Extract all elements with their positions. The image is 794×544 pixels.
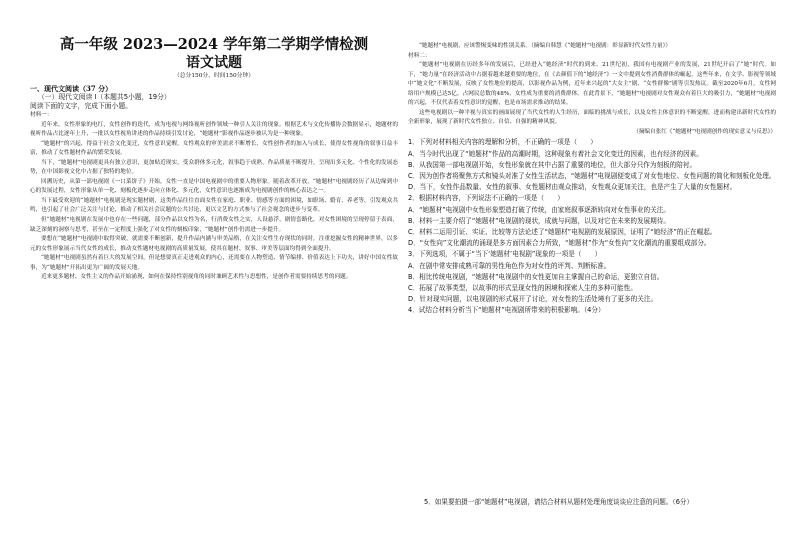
question-option: A．当今时代出现了“她题材”作品的高潮时期，这种现象有着社会文化变迁的因素，也有经济的因素。 — [408, 149, 703, 158]
material-paragraph: 要想在“她题材”电视剧中取得突破，就需要不断创新，提升作品内涵与审美品格，在关注女性生存现状的同时，注重挖掘女性的精神世界，以多元的女性形象展示当代女性的成长，推动女性题材电视剧的高质量发展，使其在题材、叙事、审美等层面均得到全面提升。 — [30, 236, 398, 252]
material-continuation: “她题材”电视剧，应该警惕变味的性别关系。（摘编自韩慧《“她题材”电视剧：彰显新时代女性力量》） — [419, 43, 671, 49]
question-option: C．拓展了故事类型，以故事的形式呈现女性的困境和探索人生的多种可能性。 — [408, 284, 637, 293]
material-paragraph: 近年来，女性形象的电红，女性创作的迭代，成为电视与网络视听创作领域一种引人关注的现象。根据艺术与文化传播协会数据显示，她题材的视听作品占比逐年上升，一批以女性视角讲述的作品持续引发讨论，“她题材”影视作品逐步被认为是一种现象。 — [30, 121, 398, 138]
material2-paragraph: “她题材”电视剧在历经多年的发展后，已经进入“她经济”时代的到来。21世纪初，我国有电视剧产业的发展，21世纪开启了“她”时代。如下，“她力量”在经济活动中占据着越来越重要的地位，在《去颜值下的“她经济”》一文中提到女性消费群体的崛起，这些年来，在文学、影视等领域中“她文化”不断发展，反映了女性地位的提高，以影视作品为例，近年来兴起的“大女主”剧、“女性群像”剧等引发热议。截至2020年6月，女性网络用户规模已达5亿，占网民总数的48%，女性成为重要的消费群体。在此背景下，“她题材”电视剧对女性观众有着巨大的吸引力，“她题材”电视剧的兴起，不仅代表着女性意识的觉醒，也是市场需求推动的结果。 — [408, 62, 776, 107]
question-option: D．“女性向”文化潮流的涌现是多方面因素合力所致，“她题材”作为“女性向”文化潮流的重要组成部分。 — [408, 239, 711, 248]
material2-paragraph: 这些电视剧以一种平视与真实的画面展现了当代女性的人生经历，面临的挑战与成长，以及女性主体意识的不断觉醒，进而构建出新时代女性的全新形象，展现了新时代女性独立、自信、自强的精神风貌。 — [408, 109, 776, 126]
question-option: C．材料二运用引证、实证、比较等方法论述了“她题材”电视剧的发展原因，证明了“她经济”的正在崛起。 — [408, 228, 717, 237]
question-option: C．因为创作者将聚焦方式和镜头对准了女性生活状态，“她题材”电视剧便变成了对女性地位、女性问题的简化和刻板化处理。 — [408, 172, 776, 181]
question-option: D．针对现实问题，以电视剧的形式展开了讨论，对女性的生活处境有了更多的关注。 — [408, 295, 658, 304]
question-4: 4．试结合材料分析当下“她题材”电视剧所带来的积极影响。（4分） — [408, 306, 605, 315]
material-paragraph: 当下，“她题材”电视剧更具有独立意识，更加贴近现实，受众群体多元化，叙事趋于成熟，作品质量不断提升，呈现出多元化、个性化的发展态势，在中国影视文化中占据了独特的地位。 — [30, 159, 398, 176]
question-option: B．材料一主要介绍了“她题材”电视剧的现状，成就与问题，以及对它在未来的发展期待。 — [408, 216, 670, 225]
question-list — [408, 137, 776, 316]
section-heading: 一、现代文阅读（37 分） — [30, 84, 113, 93]
right-column — [408, 42, 776, 317]
left-column — [30, 36, 398, 283]
question-option: A．“她题材”电视剧中女性形象塑造打破了传统，由家庭叙事逐渐转向对女性事业的关注。 — [408, 205, 670, 214]
question-1: 1．下列对材料相关内容的理解和分析，不正确的一项是（ ） — [408, 138, 597, 147]
material-paragraph: 但“她题材”电视剧在发展中也存在一些问题，部分作品以女性为名，行消费女性之实，人设悬浮，剧情套路化，对女性困境的呈现停留于表面，缺乏深刻的洞察与思考，甚至在一定程度上强化了对女性的刻板印象，“她题材”创作仍需进一步提升。 — [30, 217, 398, 233]
material-label: 材料一： — [30, 112, 53, 118]
question-2: 2．根据材料内容，下列说法不正确的一项是（ ） — [408, 194, 564, 203]
question-option: D．当下，女性作品数量、女性的叙事、女性题材由观众推动，女性观众更加关注，也是产生了大量的女性题材。 — [408, 183, 737, 192]
exam-title: 高一年级 2023—2024 学年第二学期学情检测 — [59, 36, 369, 53]
material-paragraph: 回溯历史，从第一部电视剧《一口菜饼子》开始，女性一直是中国电视剧中的重要人物形象。随着改革开放，“她题材”电视剧经历了从边缘到中心的发展过程，女性形象从单一化、刻板化逐步走向立体化、多元化，女性意识也逐渐成为电视剧创作的核心表达之一。 — [30, 178, 398, 195]
question-option: B．相比传统电视剧，“她题材”电视剧中的女性更加自主掌握自己的命运，更独立自信。 — [408, 272, 664, 281]
exam-meta: （总分150分，时间150分钟） — [173, 73, 255, 79]
material-paragraph: 近来更多题材、女性主义的作品开始涌现，如何在保持性别视角的同时兼顾艺术性与思想性，是创作者需要持续思考的问题。 — [41, 274, 352, 281]
question-option: B．从我国第一部电视剧开始，女性形象就在其中占据了重要的地位，但大部分只作为刻板的陪衬。 — [408, 160, 697, 169]
material-paragraph: “她题材”的兴起，得益于社会文化变迁，女性意识觉醒，女性观众的审美需求不断增长，女性创作者的加入与成长，使得女性视角的叙事日益丰富，推动了女性题材作品的繁荣发展。 — [30, 140, 398, 157]
question-option: A．在剧中常安排成熟可靠的男性角色作为对女性的评判、判断标准。 — [408, 261, 611, 270]
question-3: 3．下列选项，不属于“当下‘她题材’电视剧”现象的一项是（ ） — [408, 250, 602, 259]
exam-subtitle: 语文试题 — [186, 55, 242, 71]
material-paragraph: “她题材”电视剧虽然有着巨大的发展空间，但是想要真正走进观众的内心，还需要在人物塑造、情节编排、价值表达上下功夫，讲好中国女性故事，为“她题材”开拓出更为广阔的发展天地。 — [30, 255, 398, 271]
subsection-heading: （一）现代文阅读 I（本题共5小题，19分） — [38, 93, 171, 101]
material2-source: （摘编自张红《“她题材”电视剧创作的现实意义与反思》） — [633, 128, 776, 135]
material2-label: 材料二： — [408, 52, 431, 59]
question-5: 5．如果要拍摄一部“她题材”电视剧，请结合材料从题材处理角度谈谈应注意的问题。（6分） — [424, 498, 694, 506]
material-paragraph: 当下最受欢迎的“她题材”电视剧是现实题材剧，这类作品往往直面女性在家庭、职业、情感等方面的困境，如职场、婚育、养老等，引发观众共鸣，也引起了社会广泛关注与讨论，推动了相关社会议题的公共讨论，更以文艺的方式参与了社会观念的进步与变革。 — [30, 197, 398, 214]
reading-instruction: 阅读下面的文字，完成下面小题。 — [30, 102, 132, 110]
